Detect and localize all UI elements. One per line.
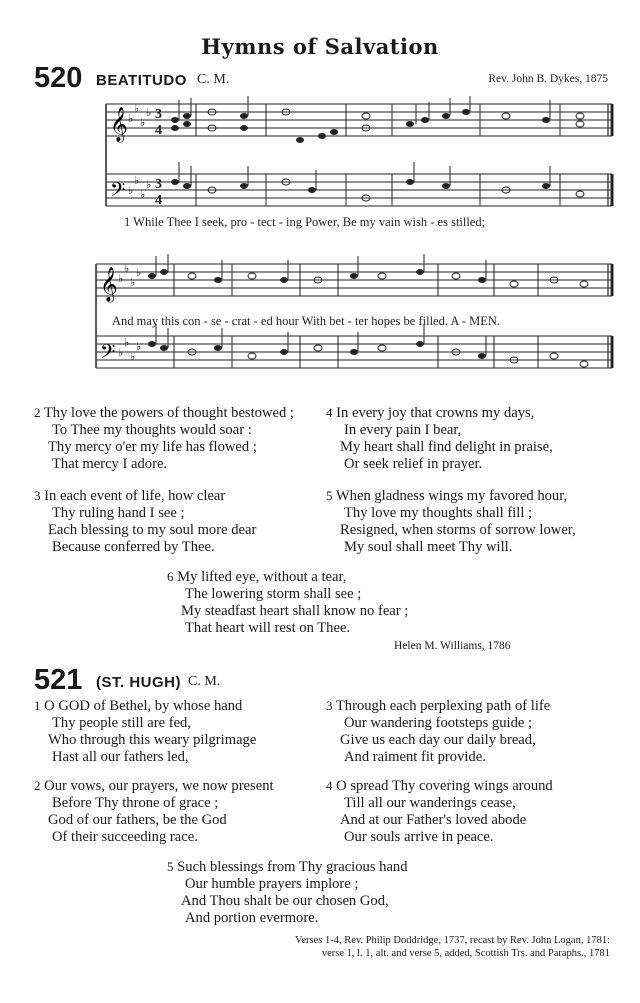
svg-text:3: 3 xyxy=(155,177,162,192)
composer: Rev. John B. Dykes, 1875 xyxy=(488,73,608,85)
meter: C. M. xyxy=(197,72,230,87)
svg-text:♭: ♭ xyxy=(136,340,142,353)
hymn-521-credits: Verses 1-4, Rev. Philip Doddridge, 1737, recast by Rev. John Logan, 1781: verse 1, l. 1, alt. and verse 5, added, Scottish Trs. and Paraphs., 1781 xyxy=(294,935,610,959)
svg-text:𝄢: 𝄢 xyxy=(100,340,116,368)
verse-521-2: 2 Our vows, our prayers, we now present Before Thy throne of grace ; God of our fathers, be the God Of their succeeding race. xyxy=(34,778,274,845)
verse-521-4: 4 O spread Thy covering wings around Till all our wanderings cease, And at our Father's loved abode Our souls arrive in peace. xyxy=(326,778,553,845)
page-header: Hymns of Salvation xyxy=(201,34,439,59)
svg-text:4: 4 xyxy=(155,193,162,208)
svg-text:♭: ♭ xyxy=(140,188,146,201)
svg-text:♭: ♭ xyxy=(136,266,142,279)
svg-text:3: 3 xyxy=(155,107,162,122)
hymn-number-520: 520 xyxy=(34,62,83,94)
hymn-number-521: 521 xyxy=(34,664,83,696)
svg-text:♭: ♭ xyxy=(130,350,136,363)
svg-text:♭: ♭ xyxy=(124,336,130,349)
svg-text:♭: ♭ xyxy=(128,184,134,197)
svg-text:♭: ♭ xyxy=(140,116,146,129)
svg-text:𝄞: 𝄞 xyxy=(100,267,118,302)
verse-520-3: 3 In each event of life, how clear Thy ruling hand I see ; Each blessing to my soul more dear Because conferred by Thee. xyxy=(34,488,257,555)
svg-text:♭: ♭ xyxy=(124,262,130,275)
verse-520-4: 4 In every joy that crowns my days, In every pain I bear, My heart shall find delight in praise, Or seek relief in prayer. xyxy=(326,405,553,472)
tune-name-521: (ST. HUGH) xyxy=(96,674,181,691)
svg-text:♭: ♭ xyxy=(128,112,134,125)
lyric-line-1: 1 While Thee I seek, pro - tect - ing Power, Be my vain wish - es stilled; xyxy=(124,215,486,229)
tune-name: BEATITUDO xyxy=(96,72,187,89)
svg-text:♭: ♭ xyxy=(130,276,136,289)
verse-521-3: 3 Through each perplexing path of life Our wandering footsteps guide ; Give us each day our daily bread, And raiment fit provide. xyxy=(326,698,551,765)
svg-text:4: 4 xyxy=(155,123,162,138)
verse-520-6: 6 My lifted eye, without a tear, The lowering storm shall see ; My steadfast heart shall know no fear ; That heart will rest on Thee. xyxy=(167,569,409,636)
verse-520-2: 2 Thy love the powers of thought bestowed ; To Thee my thoughts would soar : Thy mercy o'er my life has flowed ; That mercy I adore. xyxy=(34,405,294,472)
music-system-1 xyxy=(0,92,640,232)
svg-text:♭: ♭ xyxy=(118,346,124,359)
hymn-520-author: Helen M. Williams, 1786 xyxy=(394,640,511,652)
verse-520-5: 5 When gladness wings my favored hour, Thy love my thoughts shall fill ; Resigned, when storms of sorrow lower, My soul shall meet Thy will. xyxy=(326,488,576,555)
svg-text:𝄞: 𝄞 xyxy=(110,107,128,142)
svg-text:♭: ♭ xyxy=(118,272,124,285)
lyric-line-2: And may this con - se - crat - ed hour With bet - ter hopes be filled. A - MEN. xyxy=(112,314,501,328)
verse-521-1: 1 O GOD of Bethel, by whose hand Thy people still are fed, Who through this weary pilgrimage Hast all our fathers led, xyxy=(34,698,257,765)
meter-521: C. M. xyxy=(188,674,221,689)
svg-text:♭: ♭ xyxy=(146,178,152,191)
svg-text:♭: ♭ xyxy=(134,174,140,187)
svg-text:𝄢: 𝄢 xyxy=(110,178,126,206)
svg-text:♭: ♭ xyxy=(146,106,152,119)
music-system-2 xyxy=(0,252,640,382)
svg-text:♭: ♭ xyxy=(134,102,140,115)
verse-521-5: 5 Such blessings from Thy gracious hand Our humble prayers implore ; And Thou shalt be our chosen God, And portion evermore. xyxy=(167,859,408,926)
